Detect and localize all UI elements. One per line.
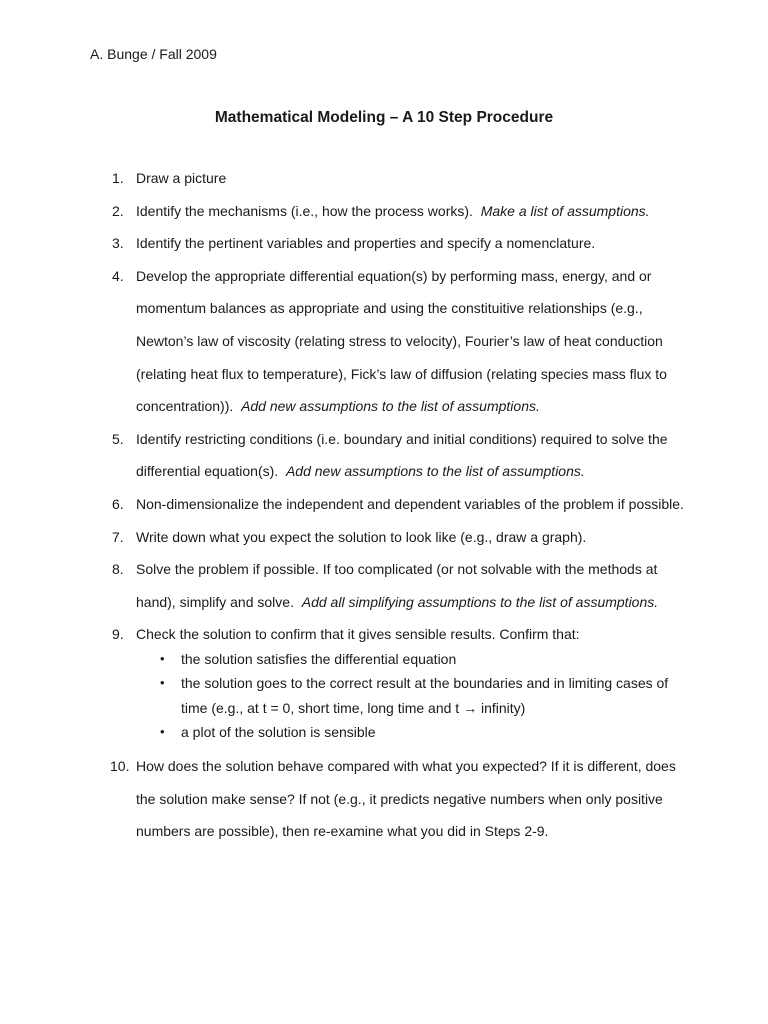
- step-text-line: Identify restricting conditions (i.e. boundary and initial conditions) required to solve the: [136, 430, 668, 447]
- step-emphasis: Add new assumptions to the list of assumptions.: [241, 398, 540, 415]
- step-10: [112, 750, 692, 848]
- step-text-line: momentum balances as appropriate and using the constituitive relationships (e.g.,: [136, 300, 643, 317]
- step-text-line: How does the solution behave compared with what you expected? If it is different, does: [136, 757, 676, 774]
- step-7: [112, 521, 692, 554]
- check-item-text: the solution satisfies the differential equation: [181, 650, 457, 667]
- step-text-plain: hand), simplify and solve.: [136, 593, 294, 610]
- step-number: 4.: [112, 267, 124, 284]
- step-text-plain: differential equation(s).: [136, 463, 279, 480]
- step-text-line: numbers are possible), then re-examine what you did in Steps 2-9.: [136, 823, 549, 840]
- step-number: 3.: [112, 235, 124, 252]
- step-emphasis: Make a list of assumptions.: [480, 202, 650, 219]
- step-text: Non-dimensionalize the independent and dependent variables of the problem if possible.: [136, 495, 684, 512]
- check-item-text: a plot of the solution is sensible: [181, 724, 376, 741]
- check-item: [157, 720, 713, 745]
- step-text: [136, 195, 692, 228]
- step-4: [112, 260, 692, 423]
- step-text-line: Develop the appropriate differential equation(s) by performing mass, energy, and or: [136, 267, 652, 284]
- step-emphasis: Add new assumptions to the list of assumptions.: [285, 463, 585, 480]
- step-emphasis: Add all simplifying assumptions to the list of assumptions.: [301, 593, 659, 610]
- step-5: [112, 423, 692, 488]
- check-item: [157, 671, 713, 696]
- step-text-line: the solution make sense? If not (e.g., it predicts negative numbers when only positive: [136, 790, 663, 807]
- step-list: [112, 162, 692, 848]
- step-text-line: (relating heat flux to temperature), Fick’s law of diffusion (relating species mass flux to: [136, 365, 667, 382]
- step-number: 9.: [112, 626, 124, 643]
- step-text-line: Newton’s law of viscosity (relating stress to velocity), Fourier’s law of heat conduction: [136, 332, 663, 349]
- step-number: 7.: [112, 528, 124, 545]
- step-text-plain: concentration)).: [136, 398, 234, 415]
- step-number: 5.: [112, 430, 124, 447]
- step-text: Identify the pertinent variables and properties and specify a nomenclature.: [136, 235, 596, 252]
- step-6: [112, 488, 692, 521]
- step-number: 8.: [112, 561, 124, 578]
- page-title: Mathematical Modeling – A 10 Step Procedure: [214, 109, 554, 126]
- step-number: 1.: [112, 170, 124, 186]
- step-text-line: [136, 390, 692, 423]
- step-3: [112, 227, 692, 260]
- step-8: [112, 553, 692, 618]
- check-item: [157, 647, 713, 672]
- step-2: [112, 195, 692, 228]
- step-9: [112, 618, 692, 749]
- step-text: Write down what you expect the solution to look like (e.g., draw a graph).: [136, 528, 587, 545]
- check-item-text: time (e.g., at t = 0, short time, long time and t → infinity): [181, 699, 526, 716]
- check-list: [157, 647, 713, 745]
- bullet-icon: •: [160, 675, 165, 691]
- step-number: 6.: [112, 495, 124, 512]
- step-text: Draw a picture: [136, 170, 227, 186]
- step-number: 2.: [112, 202, 124, 219]
- step-text-line: [136, 455, 692, 488]
- step-text: Check the solution to confirm that it gives sensible results. Confirm that:: [136, 626, 580, 643]
- step-text-plain: Identify the mechanisms (i.e., how the process works).: [136, 202, 473, 219]
- author-header: A. Bunge / Fall 2009: [90, 46, 217, 62]
- check-item-continuation: [157, 696, 713, 721]
- bullet-icon: •: [160, 650, 165, 666]
- step-text-line: [136, 586, 692, 619]
- bullet-icon: •: [160, 724, 165, 740]
- check-item-text: the solution goes to the correct result at the boundaries and in limiting cases of: [181, 675, 669, 692]
- step-1: [112, 162, 692, 195]
- step-number: 10.: [110, 757, 130, 774]
- step-text-line: Solve the problem if possible. If too complicated (or not solvable with the methods at: [136, 561, 658, 578]
